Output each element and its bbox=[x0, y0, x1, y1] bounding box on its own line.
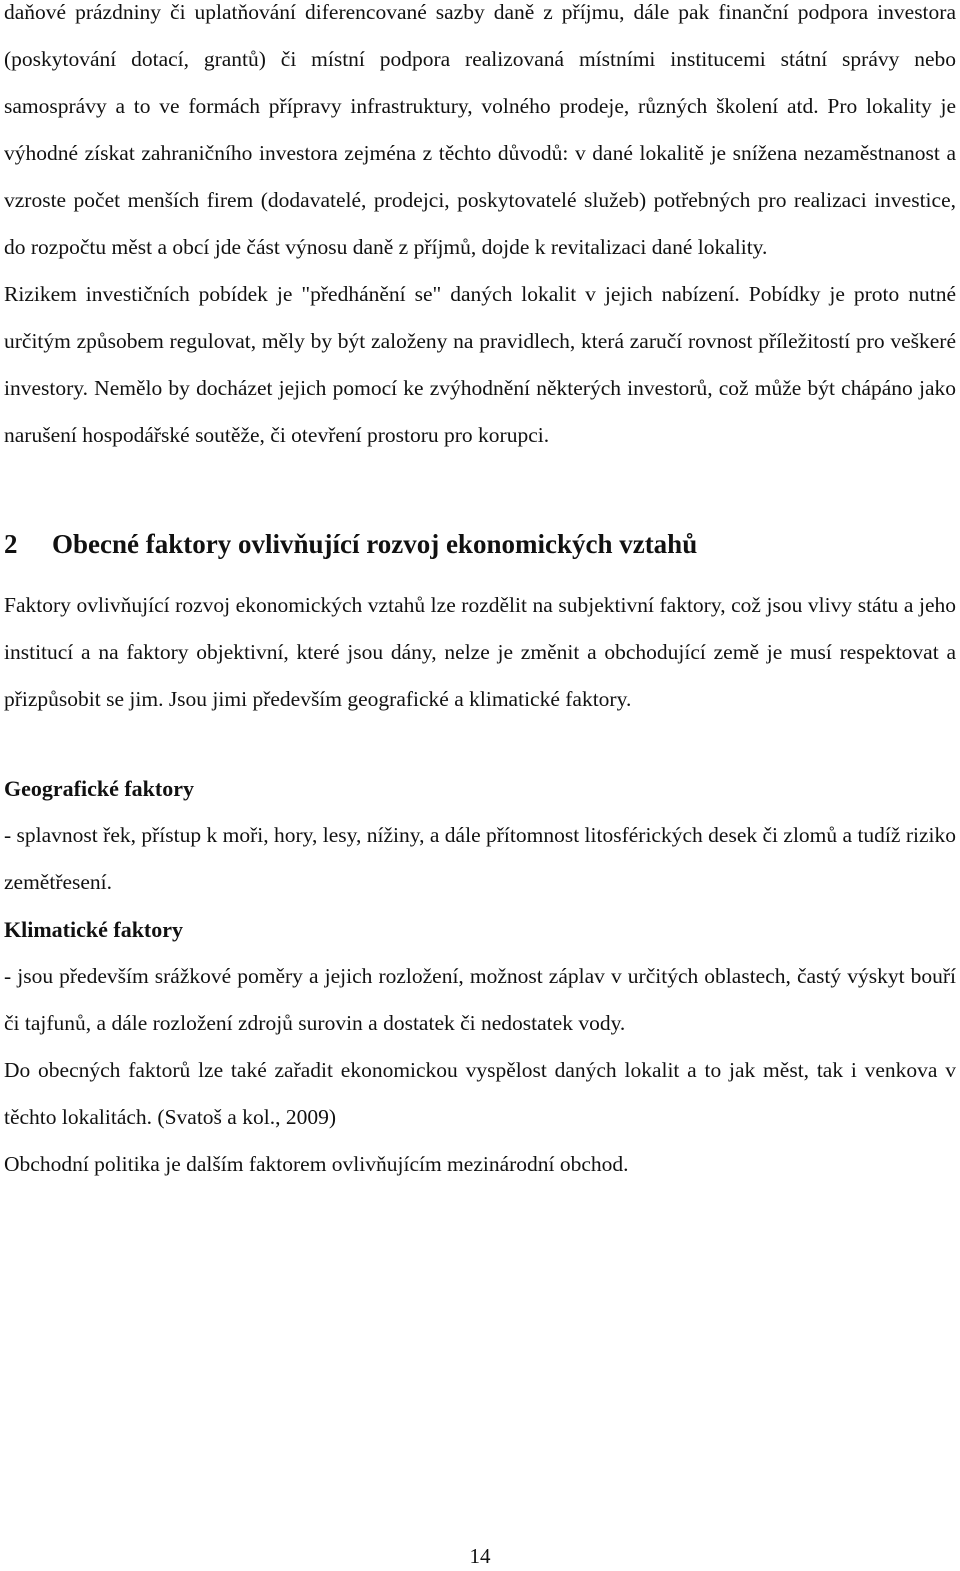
paragraph-climatic-factors: - jsou především srážkové poměry a jejich rozložení, možnost záplav v určitých oblastech, častý výskyt bouří či tajfunů, a dále rozložení zdrojů surovin a dostatek či nedostatek vody. bbox=[4, 964, 956, 1035]
paragraph-geographic-factors: - splavnost řek, přístup k moři, hory, lesy, nížiny, a dále přítomnost litosférických desek či zlomů a tudíž riziko zemětřesení. bbox=[4, 823, 956, 894]
paragraph-incentives-benefits: daňové prázdniny či uplatňování diferencované sazby daně z příjmu, dále pak finanční podpora investora (poskytování dotací, grantů) či místní podpora realizovaná místními institucemi státní správy nebo samosprávy a to ve formách přípravy infrastruktury, volného prodeje, různých školení atd. Pro lokality je výhodné získat zahraničního investora zejména z těchto důvodů: v dané lokalitě je snížena nezaměstnanost a vzroste počet menších firem (dodavatelé, prodejci, poskytovatelé služeb) potřebných pro realizaci investice, do rozpočtu měst a obcí jde část výnosu daně z příjmů, dojde k revitalizaci dané lokality. bbox=[4, 0, 956, 259]
document-page bbox=[4, 0, 956, 1188]
paragraph-factors-intro: Faktory ovlivňující rozvoj ekonomických vztahů lze rozdělit na subjektivní faktory, což jsou vlivy státu a jeho institucí a na faktory objektivní, které jsou dány, nelze je změnit a obchodující země je musí respektovat a přizpůsobit se jim. Jsou jimi především geografické a klimatické faktory. bbox=[4, 593, 956, 711]
paragraph-incentives-risks: Rizikem investičních pobídek je "předhánění se" daných lokalit v jejich nabízení. Pobídky je proto nutné určitým způsobem regulovat, měly by být založeny na pravidlech, která zaručí rovnost příležitostí pro veškeré investory. Nemělo by docházet jejich pomocí ke zvýhodnění některých investorů, což může být chápáno jako narušení hospodářské soutěže, či otevření prostoru pro korupci. bbox=[4, 282, 956, 447]
subheading-climatic-factors: Klimatické faktory bbox=[4, 917, 184, 942]
page-number: 14 bbox=[469, 1544, 491, 1568]
subheading-geographic-factors: Geografické faktory bbox=[4, 776, 194, 801]
paragraph-economic-maturity: Do obecných faktorů lze také zařadit ekonomickou vyspělost daných lokalit a to jak měst, tak i venkova v těchto lokalitách. (Svatoš a kol., 2009) bbox=[4, 1058, 956, 1129]
section-title: Obecné faktory ovlivňující rozvoj ekonomických vztahů bbox=[52, 529, 698, 559]
section-heading bbox=[4, 524, 956, 564]
section-number: 2 bbox=[4, 529, 18, 559]
paragraph-trade-policy: Obchodní politika je dalším faktorem ovlivňujícím mezinárodní obchod. bbox=[4, 1152, 629, 1176]
